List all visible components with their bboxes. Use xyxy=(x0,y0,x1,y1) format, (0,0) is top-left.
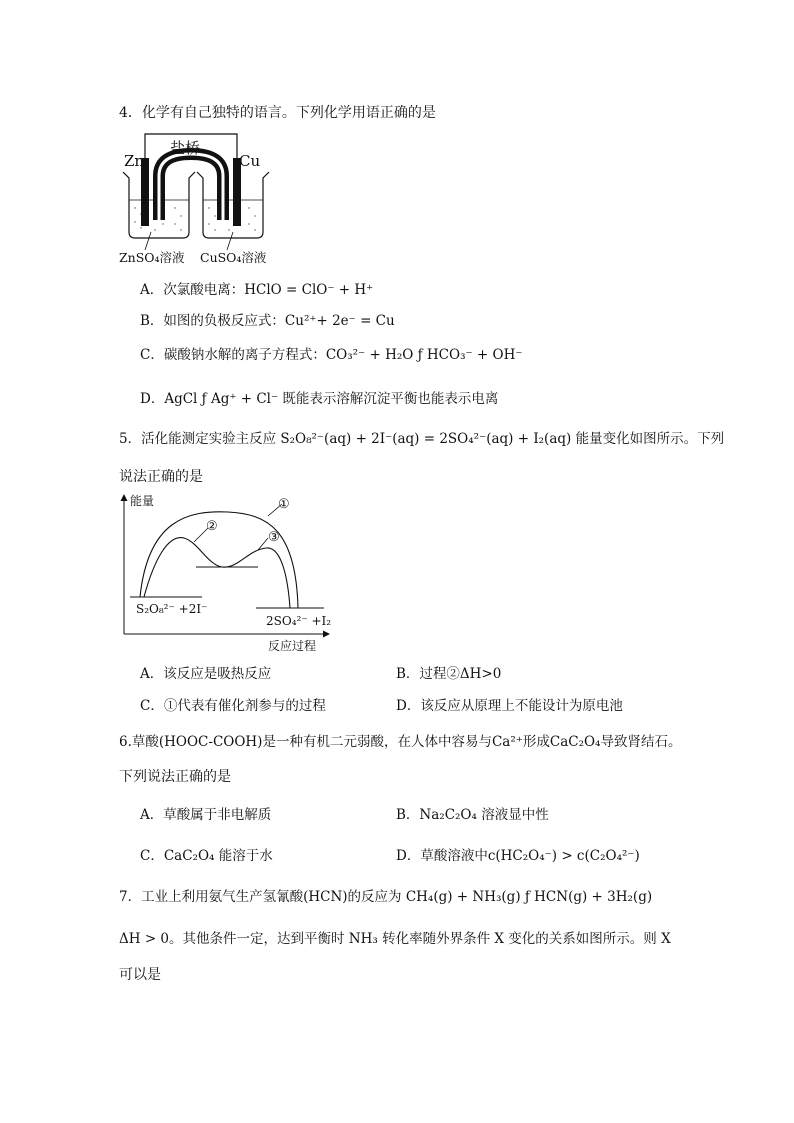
znso4-solution-label: ZnSO₄溶液 xyxy=(119,250,185,265)
q5-option-c: C．①代表有催化剂参与的过程 xyxy=(140,698,326,714)
q4-option-a: A．次氯酸电离：HClO = ClO⁻ + H⁺ xyxy=(140,282,374,298)
q7-stem-line1: 7．工业上利用氨气生产氢氰酸(HCN)的反应为 CH₄(g) + NH₃(g) ƒ HCN(g) + 3H₂(g) xyxy=(119,889,653,905)
q6-option-a: A．草酸属于非电解质 xyxy=(140,807,272,823)
curve-3-label: ③ xyxy=(268,530,280,545)
salt-bridge-label: 盐桥 xyxy=(170,139,201,157)
q4-option-b: B．如图的负极反应式：Cu²⁺+ 2e⁻ = Cu xyxy=(140,313,395,329)
q5-stem-line1: 5．活化能测定实验主反应 S₂O₈²⁻(aq) + 2I⁻(aq) = 2SO₄²⁻(aq) + I₂(aq) 能量变化如图所示。下列 xyxy=(119,431,725,447)
q4-option-c: C．碳酸钠水解的离子方程式：CO₃²⁻ + H₂O ƒ HCO₃⁻ + OH⁻ xyxy=(140,347,523,363)
zn-electrode-label: Zn xyxy=(124,152,145,170)
curve-1-label: ① xyxy=(278,497,290,512)
q6-stem-line1: 6.草酸(HOOC-COOH)是一种有机二元弱酸，在人体中容易与Ca²⁺形成CaC₂O₄导致肾结石。 xyxy=(119,734,682,750)
reactants-label: S₂O₈²⁻ +2I⁻ xyxy=(136,602,208,616)
q4-stem: 4．化学有自己独特的语言。下列化学用语正确的是 xyxy=(119,105,436,121)
q5-option-d: D．该反应从原理上不能设计为原电池 xyxy=(396,698,623,714)
q6-option-b: B．Na₂C₂O₄ 溶液显中性 xyxy=(396,807,549,823)
cu-electrode-label: Cu xyxy=(239,152,261,170)
q6-option-d: D．草酸溶液中c(HC₂O₄⁻) > c(C₂O₄²⁻) xyxy=(396,848,640,864)
q7-stem-line3: 可以是 xyxy=(119,967,161,983)
q6-stem-line2: 下列说法正确的是 xyxy=(119,769,231,785)
reaction-progress-axis-label: 反应过程 xyxy=(268,639,317,653)
q5-option-a: A．该反应是吸热反应 xyxy=(140,666,272,682)
products-label: 2SO₄²⁻ +I₂ xyxy=(266,614,332,628)
q5-stem-line2: 说法正确的是 xyxy=(119,469,203,485)
energy-axis-label: 能量 xyxy=(130,494,155,508)
q5-option-b: B．过程②ΔH>0 xyxy=(396,666,502,682)
q4-option-d: D．AgCl ƒ Ag⁺ + Cl⁻ 既能表示溶解沉淀平衡也能表示电离 xyxy=(140,391,499,407)
q6-option-c: C．CaC₂O₄ 能溶于水 xyxy=(140,848,273,864)
cuso4-solution-label: CuSO₄溶液 xyxy=(200,250,267,265)
q7-stem-line2: ΔH > 0。其他条件一定，达到平衡时 NH₃ 转化率随外界条件 X 变化的关系如图所示。则 X xyxy=(119,931,671,947)
curve-2-label: ② xyxy=(206,519,218,534)
